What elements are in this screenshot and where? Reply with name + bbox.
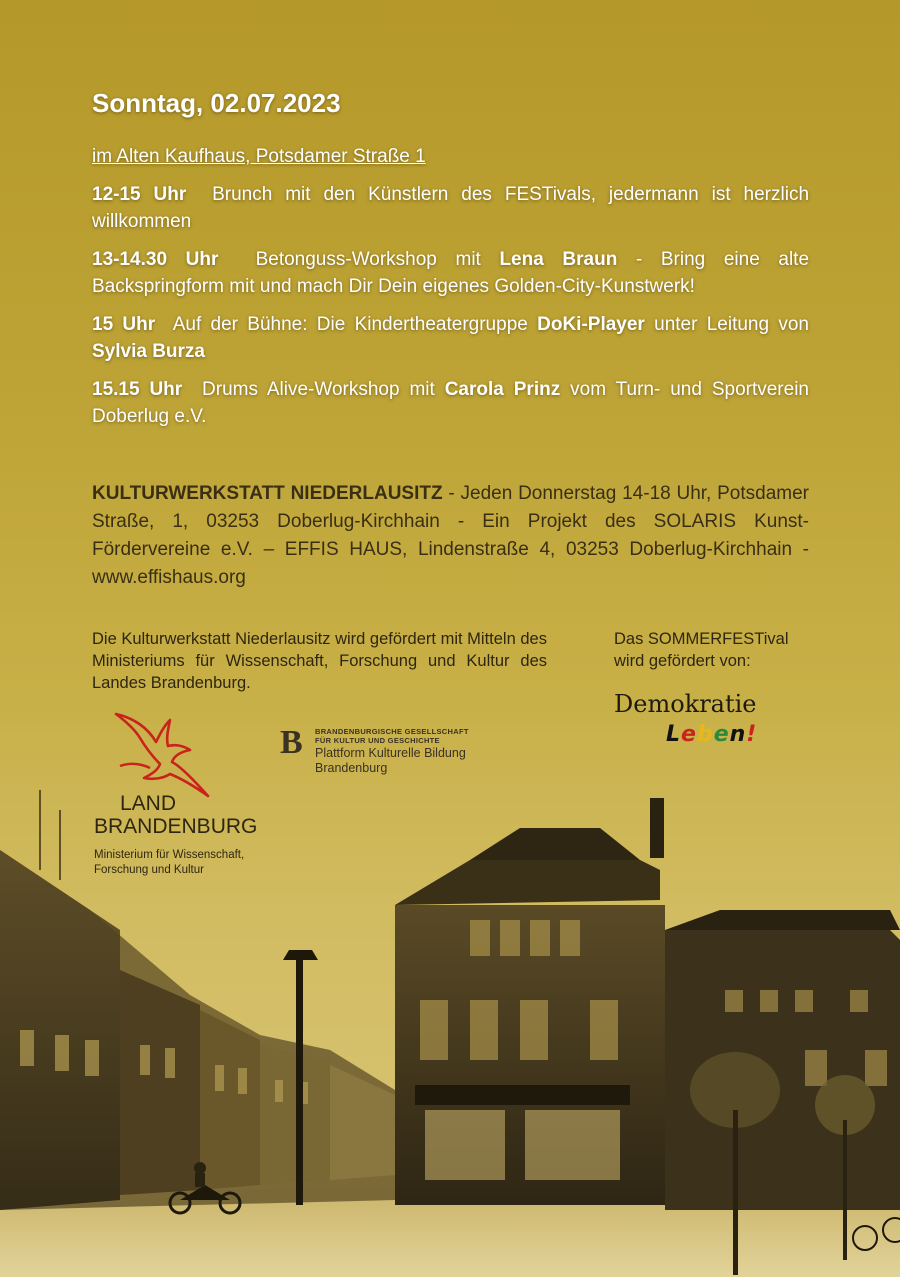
- schedule-time: 12-15 Uhr: [92, 184, 187, 205]
- schedule-person: Sylvia Burza: [92, 341, 205, 362]
- bkg-initial: B: [280, 724, 303, 761]
- event-date: Sonntag, 02.07.2023: [92, 88, 341, 118]
- funding-note-festival: Das SOMMERFESTival wird gefördert von:: [614, 630, 789, 670]
- schedule-item: [92, 311, 809, 365]
- logo-subtitle-line: Ministerium für Wissenschaft,: [94, 849, 245, 861]
- bkg-text: [315, 746, 535, 776]
- bkg-small-line: FÜR KULTUR UND GESCHICHTE: [315, 736, 440, 745]
- logo-text: LAND: [120, 792, 177, 815]
- logo-text: Leben!: [666, 722, 758, 747]
- schedule-person: Carola Prinz: [444, 379, 561, 400]
- schedule-text: Auf der Bühne: Die Kindertheatergruppe: [172, 314, 528, 335]
- schedule-text: unter Leitung von: [654, 314, 809, 335]
- schedule-group: DoKi-Player: [537, 314, 645, 335]
- schedule-text: Brunch mit den Künstlern des FESTivals, jedermann ist herzlich willkommen: [92, 184, 810, 232]
- funding-note-ministry: Die Kulturwerkstatt Niederlausitz wird gefördert mit Mitteln des Ministeriums für Wissenschaft, Forschung und Kultur des Landes Brandenburg.: [92, 630, 547, 692]
- bkg-small-text: [315, 727, 505, 745]
- historic-town-photo: [0, 790, 900, 1277]
- schedule-text: Drums Alive-Workshop mit: [202, 379, 435, 400]
- schedule-item: [92, 246, 809, 300]
- bkg-line: Brandenburg: [315, 761, 388, 775]
- kulturwerkstatt-info: [92, 480, 809, 592]
- bkg-line: Plattform Kulturelle Bildung: [315, 746, 466, 760]
- schedule-person: Lena Braun: [499, 249, 618, 270]
- schedule-item: [92, 376, 809, 430]
- kulturwerkstatt-details: - Jeden Donnerstag 14-18 Uhr, Potsdamer Straße, 1, 03253 Doberlug-Kirchhain - Ein Projekt des SOLARIS Kunst-Fördervereine e.V. – EFFIS HAUS, Lindenstraße 4, 03253 Doberlug-Kirchhain - www.effishaus.org: [92, 483, 810, 588]
- schedule-time: 13-14.30 Uhr: [92, 249, 219, 270]
- event-schedule: [92, 181, 809, 441]
- bkg-small-line: BRANDENBURGISCHE GESELLSCHAFT: [315, 727, 469, 736]
- event-venue: im Alten Kaufhaus, Potsdamer Straße 1: [92, 146, 426, 167]
- schedule-item: [92, 181, 809, 235]
- logo-text: BRANDENBURG: [94, 815, 258, 838]
- logo-text: Demokratie: [614, 690, 757, 718]
- schedule-time: 15 Uhr: [92, 314, 156, 335]
- brandenburg-eagle-icon: [114, 708, 224, 798]
- demokratie-leben-logo: [614, 686, 784, 756]
- kulturwerkstatt-name: KULTURWERKSTATT NIEDERLAUSITZ: [92, 483, 443, 504]
- logo-subtitle-line: Forschung und Kultur: [94, 864, 204, 876]
- schedule-text: Betonguss-Workshop mit: [255, 249, 481, 270]
- logo-text-colored: [666, 722, 757, 747]
- schedule-text: vom Turn- und Sportverein Doberlug e.V.: [92, 379, 809, 427]
- schedule-time: 15.15 Uhr: [92, 379, 183, 400]
- schedule-text: - Bring eine alte Backspringform mit und mach Dir Dein eigenes Golden-City-Kunstwerk!: [92, 249, 810, 297]
